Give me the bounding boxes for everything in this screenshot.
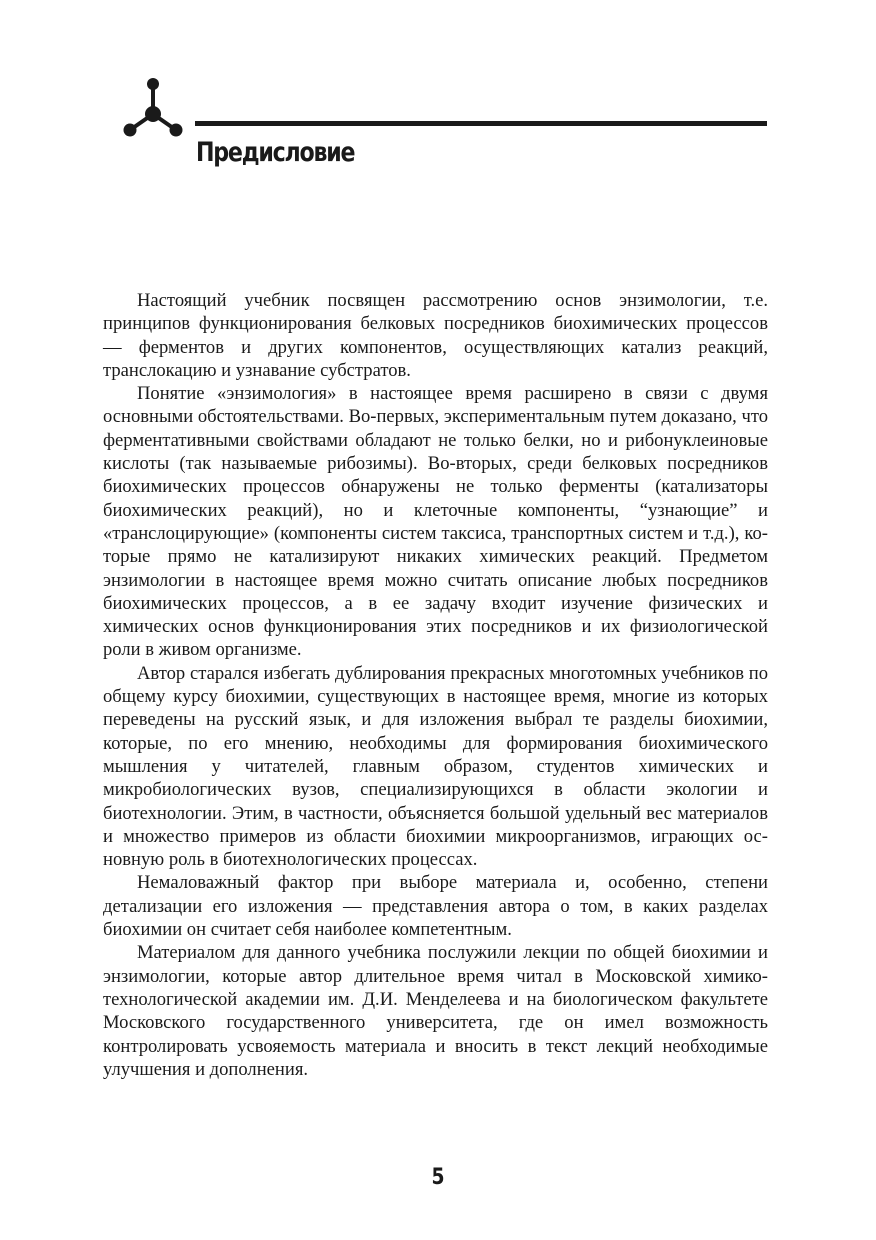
body-text xyxy=(103,289,768,1081)
paragraph-5: Материалом для данного учебника послужили лекции по общей биохимии и энзимологии, которые автор длительное время читал в Московской химико-технологической академии им. Д.И. Менделеева и на биологическом факультете Московского государственного университета, где он имел возможность контролировать усвояемость материала и вносить в текст лекций необходимые улучшения и дополнения. xyxy=(103,942,768,1080)
header-rule xyxy=(195,121,767,126)
paragraph-1: Настоящий учебник посвящен рассмотрению основ энзимологии, т.е. принципов функционирования белковых посредников биохимических процессов — ферментов и других компонентов, осуществляющих катализ реакций, транслокацию и узнавание субстратов. xyxy=(103,290,768,381)
paragraph-3: Автор старался избегать дублирования прекрасных многотомных учебников по общему курсу биохимии, существующих в настоящее время, многие из которых переведены на русский язык, и для изложения выбрал те разделы биохимии, которые, по его мнению, необходимы для формирования биохимического мышления у читателей, главным образом, студентов химических и микробиологических вузов, специализирующихся в области экологии и биотехнологии. Этим, в частности, объясняется большой удельный вес материалов и множество примеров из области биохимии микроорганизмов, играющих основную роль в биотехнологических процессах. xyxy=(103,662,768,871)
paragraph-2: Понятие «энзимология» в настоящее время расширено в связи с двумя основными обстоятельствами. Во-первых, экспериментальным путем доказано, что ферментативными свойствами обладают не только белки, но и рибонуклеиновые кислоты (так называемые рибозимы). Во-вторых, среди белковых посредников биохимических процессов обнаружены не только ферменты (катализаторы биохимических реакций), но и клеточные компоненты, “узнающие” и «транслоцирующие» (компоненты систем таксиса, транспортных систем и т.д.), которые прямо не катализируют никаких химических реакций. Предметом энзимологии в настоящее время можно считать описание любых посредников биохимических процессов, а в ее задачу входит изучение физических и химических основ функционирования этих посредников и их физиологической роли в живом организме. xyxy=(103,383,768,661)
page-number: 5 xyxy=(431,1165,445,1190)
chapter-title: Предисловие xyxy=(196,137,355,168)
molecule-icon xyxy=(122,76,184,144)
paragraph-4: Немаловажный фактор при выборе материала и, особенно, степени детализации его изложения — представления автора о том, в каких разделах биохимии он считает себя наиболее компетентным. xyxy=(103,872,768,941)
